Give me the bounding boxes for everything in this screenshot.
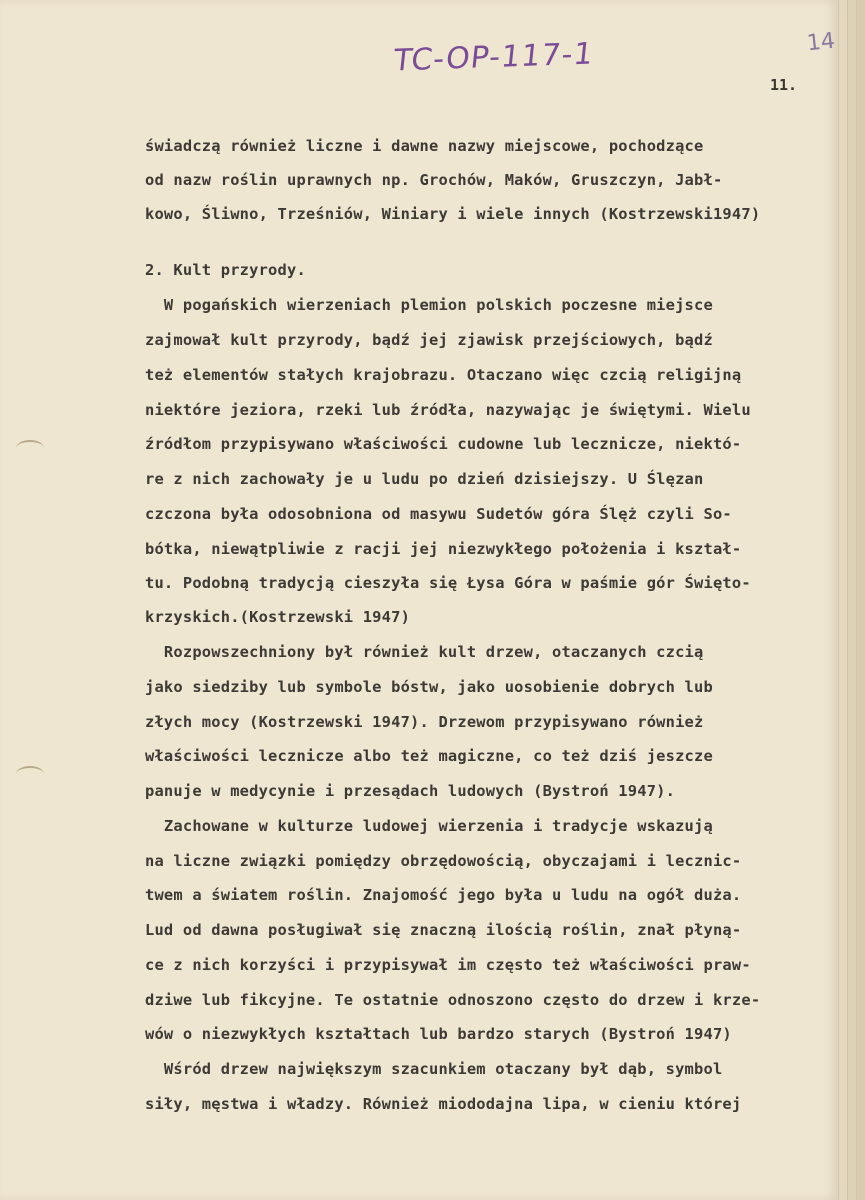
text-line: twem a światem roślin. Znajomość jego była u ludu na ogół duża. <box>145 886 742 904</box>
page-edge <box>856 0 865 1200</box>
text-line: jako siedziby lub symbole bóstw, jako uosobienie dobrych lub <box>145 678 713 696</box>
corner-folio-number: 14 <box>805 28 837 57</box>
text-line: właściwości lecznicze albo też magiczne, co też dziś jeszcze <box>145 747 713 765</box>
text-line: zajmował kult przyrody, bądź jej zjawisk przejściowych, bądź <box>145 331 713 349</box>
text-line: Lud od dawna posługiwał się znaczną ilością roślin, znał płyną- <box>145 921 742 939</box>
text-line: na liczne związki pomiędzy obrzędowością, obyczajami i lecznic- <box>145 852 742 870</box>
text-line: W pogańskich wierzeniach plemion polskich poczesne miejsce <box>145 296 713 314</box>
text-line: wów o niezwykłych kształtach lub bardzo starych (Bystroń 1947) <box>145 1025 732 1043</box>
text-line: ce z nich korzyści i przypisywał im często też właściwości praw- <box>145 956 751 974</box>
text-line: krzyskich.(Kostrzewski 1947) <box>145 608 411 626</box>
section-heading: 2. Kult przyrody. <box>145 261 306 279</box>
text-line: re z nich zachowały je u ludu po dzień dzisiejszy. U Ślęzan <box>145 470 704 488</box>
text-line: panuje w medycynie i przesądach ludowych (Bystroń 1947). <box>145 782 676 800</box>
text-line: też elementów stałych krajobrazu. Otaczano więc czcią religijną <box>145 366 742 384</box>
text-line: tu. Podobną tradycją cieszyła się Łysa Góra w paśmie gór Święto- <box>145 574 751 592</box>
handwritten-archive-code: TC-OP-117-1 <box>391 36 596 79</box>
text-line: świadczą również liczne i dawne nazwy miejscowe, pochodzące <box>145 137 704 155</box>
text-line: źródłom przypisywano właściwości cudowne lub lecznicze, niektó- <box>145 435 742 453</box>
text-line: kowo, Śliwno, Trześniów, Winiary i wiele innych (Kostrzewski1947) <box>145 205 761 223</box>
text-line: Rozpowszechniony był również kult drzew, otaczanych czcią <box>145 643 704 661</box>
text-line: Zachowane w kulturze ludowej wierzenia i tradycje wskazują <box>145 817 713 835</box>
text-line: dziwe lub fikcyjne. Te ostatnie odnoszono często do drzew i krze- <box>145 991 761 1009</box>
text-line: niektóre jeziora, rzeki lub źródła, nazywając je świętymi. Wielu <box>145 401 751 419</box>
text-line: złych mocy (Kostrzewski 1947). Drzewom przypisywano również <box>145 713 704 731</box>
text-line: od nazw roślin uprawnych np. Grochów, Maków, Gruszczyn, Jabł- <box>145 171 723 189</box>
text-line: Wśród drzew największym szacunkiem otaczany był dąb, symbol <box>145 1060 723 1078</box>
page-number: 11. <box>770 76 798 94</box>
text-line: czczona była odosobniona od masywu Sudetów góra Ślęż czyli So- <box>145 505 732 523</box>
text-line: bótka, niewątpliwie z racji jej niezwykłego położenia i kształ- <box>145 540 742 558</box>
text-line: siły, męstwa i władzy. Również miododajna lipa, w cieniu której <box>145 1095 742 1113</box>
